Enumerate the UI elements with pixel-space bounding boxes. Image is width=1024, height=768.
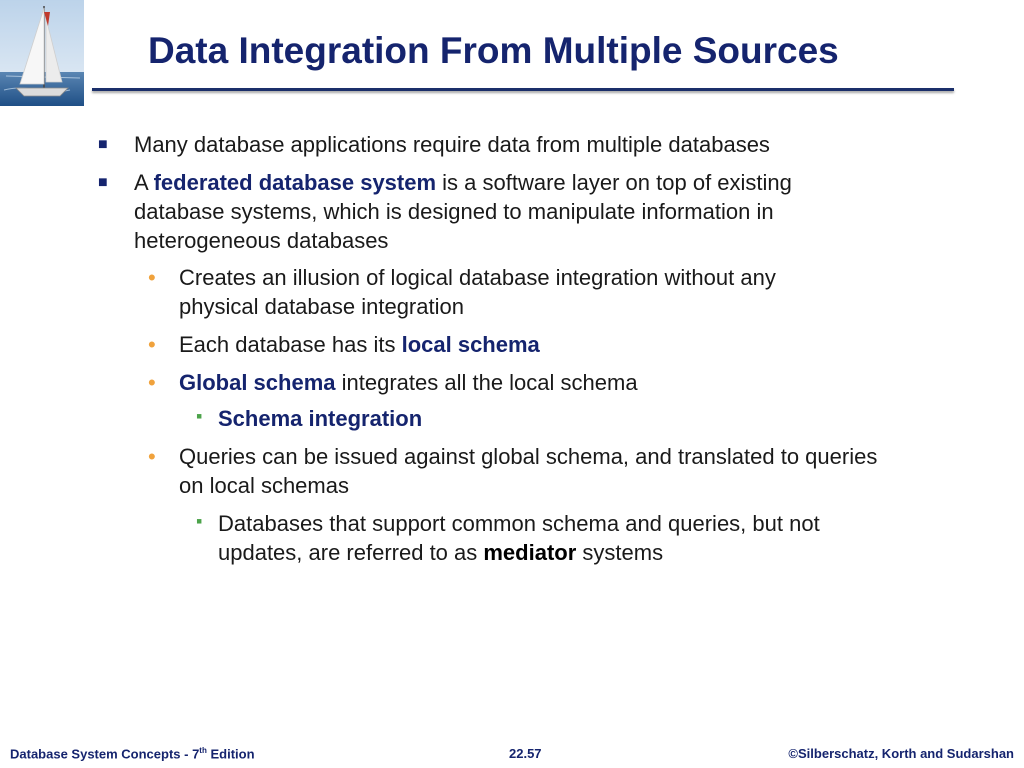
footer-book-title-text: Database System Concepts - 7 <box>10 746 200 762</box>
bullet-text-pre: A <box>134 170 154 195</box>
dot-bullet-icon: • <box>148 444 156 469</box>
term-global-schema: Global schema <box>179 370 336 395</box>
sub-sub-bullet-item <box>196 404 868 433</box>
sub-bullet-text-post: integrates all the local schema <box>335 370 638 395</box>
dot-bullet-icon: • <box>148 332 156 357</box>
sub-bullet-item <box>148 263 859 321</box>
square-bullet-icon: ■ <box>98 174 108 191</box>
small-square-bullet-icon: ▪ <box>196 406 203 426</box>
sub-bullet-text-pre: Each database has its <box>179 332 402 357</box>
term-schema-integration: Schema integration <box>218 406 423 431</box>
sub-bullet-item <box>148 330 859 359</box>
bullet-item <box>98 168 874 255</box>
dot-bullet-icon: • <box>148 265 156 290</box>
term-federated-database-system: federated database system <box>153 170 437 195</box>
footer-book-title <box>10 746 255 761</box>
bullet-text: Many database applications require data from multiple databases <box>134 132 770 157</box>
term-local-schema: local schema <box>401 332 540 357</box>
sub-bullet-item <box>148 368 859 397</box>
sub-bullet-text: Queries can be issued against global schema, and translated to queries on local schemas <box>179 444 878 498</box>
bullet-text-post: is a software layer on top of existing database systems, which is designed to manipulate information in heterogeneous databases <box>134 170 792 253</box>
dot-bullet-icon: • <box>148 370 156 395</box>
small-square-bullet-icon: ▪ <box>196 511 203 531</box>
footer-slide-number: 22.57 <box>509 746 542 761</box>
bullet-item <box>98 130 894 159</box>
sub-bullet-item <box>148 442 879 500</box>
term-mediator: mediator <box>483 540 577 565</box>
slide-title: Data Integration From Multiple Sources <box>148 30 839 71</box>
sub-sub-bullet-text-pre: Databases that support common schema and queries, but not updates, are referred to as <box>218 511 820 565</box>
footer-edition-superscript: th <box>199 746 207 755</box>
footer-copyright: ©Silberschatz, Korth and Sudarshan <box>788 746 1014 761</box>
sub-sub-bullet-text-post: systems <box>576 540 664 565</box>
sub-sub-bullet-item <box>196 509 898 567</box>
sub-bullet-text: Creates an illusion of logical database integration without any physical database integration <box>179 265 776 319</box>
footer-edition-text: Edition <box>206 746 255 762</box>
square-bullet-icon: ■ <box>98 136 108 153</box>
